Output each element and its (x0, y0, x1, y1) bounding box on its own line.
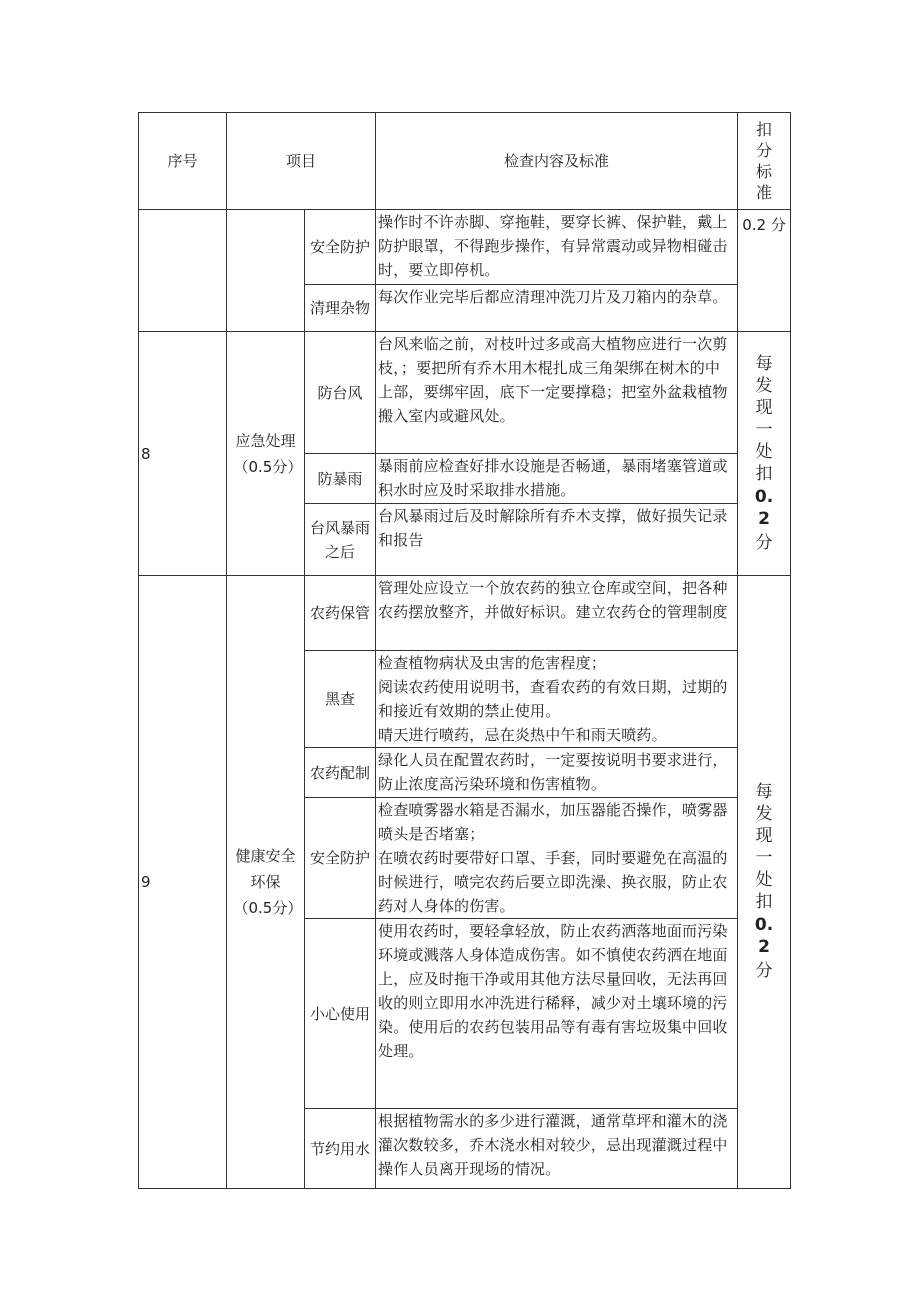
header-deduct-text: 扣分标准 (756, 120, 773, 202)
section8-item-score: （0.5分） (233, 457, 303, 476)
sub-item-label: 小心使用 (305, 919, 376, 1109)
table-row (139, 576, 791, 651)
section8-score-unit: 分 (755, 532, 773, 553)
content-cell: 台风来临之前，对枝叶过多或高大植物应进行一次剪枝，；要把所有乔木用木棍扎成三角架绑在树木的中上部，要绑牢固，底下一定要撑稳；把室外盆栽植物搬入室内或避风处。 (376, 332, 738, 454)
section9-score-cell (738, 576, 791, 1189)
prev-score-cell (738, 210, 791, 332)
content-cell: 根据植物需水的多少进行灌溉，通常草坪和灌木的浇灌次数较多，乔木浇水相对较少，忌出现灌溉过程中操作人员离开现场的情况。 (376, 1109, 738, 1189)
section9-item: 健康安全环保 (235, 847, 296, 891)
content-cell: 检查喷雾器水箱是否漏水，加压器能否操作，喷雾器喷头是否堵塞； 在喷农药时要带好口罩、手套，同时要避免在高温的时候进行，喷完农药后要立即洗澡、换衣服，防止农药对人身体的伤害。 (376, 798, 738, 919)
sub-item-label: 安全防护 (305, 210, 376, 285)
table-row (139, 210, 791, 285)
header-seq: 序号 (139, 113, 227, 210)
section8-item: 应急处理 (235, 431, 296, 450)
content-cell: 使用农药时，要轻拿轻放，防止农药洒落地面而污染环境或溅落人身体造成伤害。如不慎使农药洒在地面上，应及时拖干净或用其他方法尽量回收，无法再回收的则立即用水冲洗进行稀释，减少对土壤环境的污染。使用后的农药包装用品等有毒有害垃圾集中回收处理。 (376, 919, 738, 1109)
sub-item-label: 防暴雨 (305, 454, 376, 504)
content-cell: 暴雨前应检查好排水设施是否畅通，暴雨堵塞管道或积水时应及时采取排水措施。 (376, 454, 738, 504)
content-cell: 台风暴雨过后及时解除所有乔木支撑，做好损失记录和报告 (376, 504, 738, 576)
prev-item-cell (227, 210, 305, 332)
prev-score: 0.2 分 (742, 216, 786, 234)
section9-num: 9 (139, 576, 227, 1189)
inspection-table (138, 112, 791, 1189)
header-item: 项目 (227, 113, 376, 210)
sub-item-label: 农药配制 (305, 748, 376, 798)
header-content: 检查内容及标准 (376, 113, 738, 210)
section8-item-cell (227, 332, 305, 576)
section8-score-value: 0.2 (754, 486, 774, 529)
sub-item-label: 防台风 (305, 332, 376, 454)
sub-item-label: 农药保管 (305, 576, 376, 651)
sub-item-label: 安全防护 (305, 798, 376, 919)
sub-item-label: 台风暴雨之后 (305, 504, 376, 576)
section8-score-text: 每发现一处扣 (755, 353, 773, 484)
content-cell: 检查植物病状及虫害的危害程度； 阅读农药使用说明书，查看农药的有效日期，过期的和接近有效期的禁止使用。 晴天进行喷药，忌在炎热中午和雨天喷药。 (376, 651, 738, 748)
section9-item-score: （0.5分） (233, 899, 303, 917)
sub-item-label: 清理杂物 (305, 285, 376, 332)
section9-item-cell (227, 576, 305, 1189)
table-row (139, 332, 791, 454)
section9-score-value: 0.2 (754, 915, 774, 957)
content-cell: 管理处应设立一个放农药的独立仓库或空间，把各种农药摆放整齐，并做好标识。建立农药仓的管理制度 (376, 576, 738, 651)
content-cell: 操作时不许赤脚、穿拖鞋，要穿长裤、保护鞋，戴上防护眼罩，不得跑步操作，有异常震动或异物相碰击时，要立即停机。 (376, 210, 738, 285)
section9-score-unit: 分 (755, 961, 773, 981)
prev-num-cell (139, 210, 227, 332)
section9-score-text: 每发现一处扣 (755, 782, 773, 912)
section8-score-cell (738, 332, 791, 576)
content-cell: 绿化人员在配置农药时，一定要按说明书要求进行，防止浓度高污染环境和伤害植物。 (376, 748, 738, 798)
header-deduct (738, 113, 791, 210)
content-cell: 每次作业完毕后都应清理冲洗刀片及刀箱内的杂草。 (376, 285, 738, 332)
header-row (139, 113, 791, 210)
section8-num: 8 (139, 332, 227, 576)
sub-item-label: 节约用水 (305, 1109, 376, 1189)
sub-item-label: 黑查 (305, 651, 376, 748)
